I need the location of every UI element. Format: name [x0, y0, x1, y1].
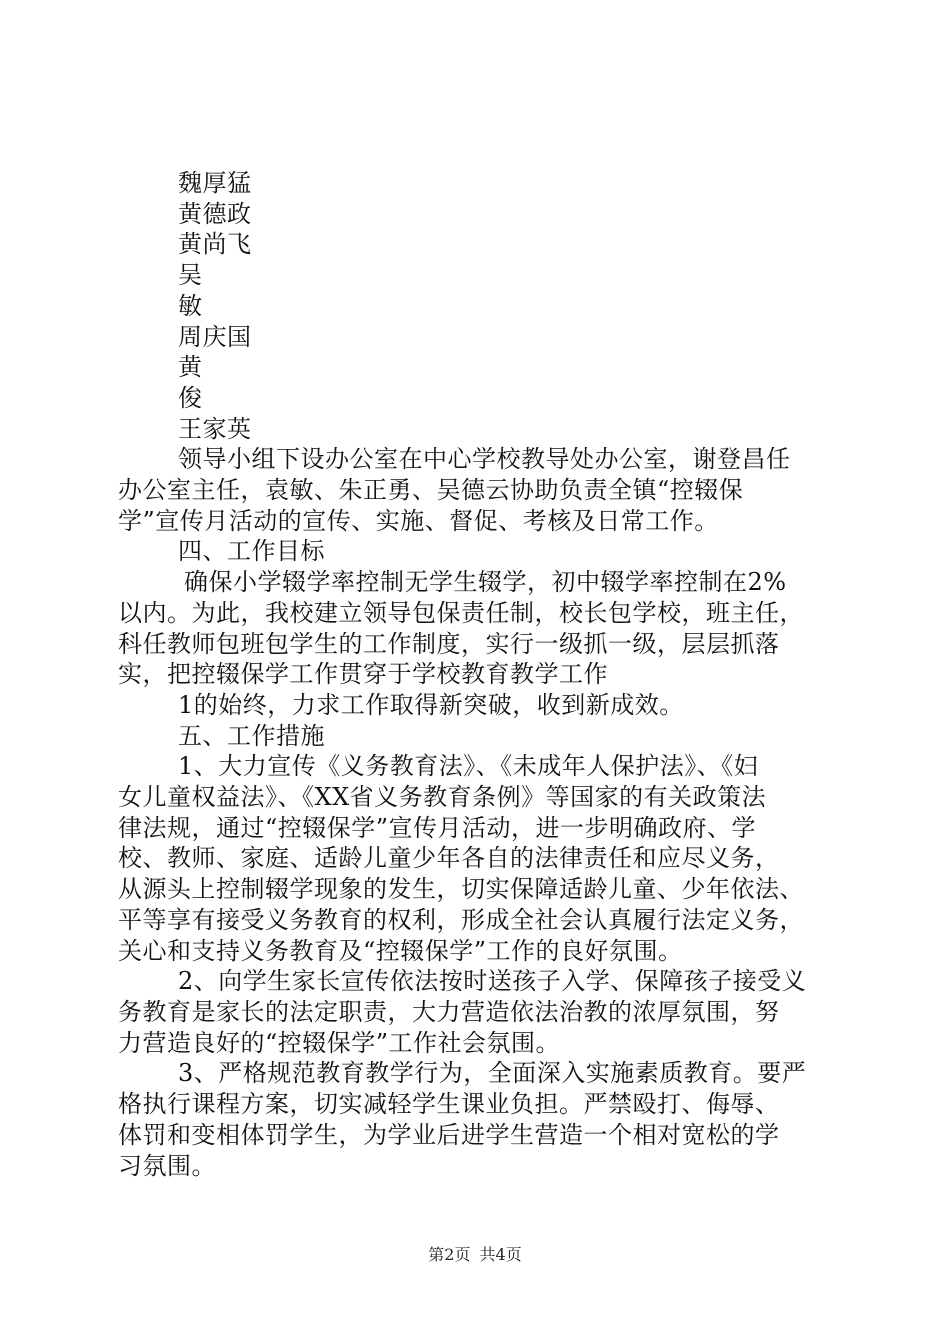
member-name: 俊: [178, 383, 203, 412]
paragraph-office: [118, 444, 838, 536]
text-line: 校、教师、家庭、适龄儿童少年各自的法律责任和应尽义务，: [118, 844, 780, 873]
member-name: 黄德政: [178, 199, 252, 228]
section-heading-measures: 五、工作措施: [178, 721, 325, 750]
member-name: 黄: [178, 353, 203, 382]
section-heading-goals: 四、工作目标: [178, 537, 325, 566]
member-name: 吴: [178, 261, 203, 290]
text-line: 3、严格规范教育教学行为，全面深入实施素质教育。要严: [178, 1059, 807, 1088]
text-line: 确保小学辍学率控制无学生辍学，初中辍学率控制在2%: [184, 568, 787, 597]
document-body: [118, 168, 838, 1181]
text-line: 以内。为此，我校建立领导包保责任制，校长包学校，班主任，: [118, 598, 804, 627]
text-line: 从源头上控制辍学现象的发生，切实保障适龄儿童、少年依法、: [118, 875, 804, 904]
text-line: 学”宣传月活动的宣传、实施、督促、考核及日常工作。: [118, 506, 719, 535]
text-line: 2、向学生家长宣传依法按时送孩子入学、保障孩子接受义: [178, 967, 807, 996]
text-line: 律法规，通过“控辍保学”宣传月活动，进一步明确政府、学: [118, 813, 757, 842]
text-line: 1的始终，力求工作取得新突破，收到新成效。: [178, 690, 684, 719]
text-line: 平等享有接受义务教育的权利，形成全社会认真履行法定义务，: [118, 905, 804, 934]
member-name: 魏厚猛: [178, 169, 252, 197]
text-line: 实，把控辍保学工作贯穿于学校教育教学工作: [118, 660, 608, 689]
member-name: 黄尚飞: [178, 230, 252, 259]
text-line: 办公室主任，袁敏、朱正勇、吴德云协助负责全镇“控辍保: [118, 476, 744, 505]
member-name: 王家英: [178, 414, 252, 443]
text-line: 务教育是家长的法定职责，大力营造依法治教的浓厚氛围，努: [118, 997, 780, 1026]
page-number: 第2页: [428, 1245, 471, 1264]
text-line: 力营造良好的“控辍保学”工作社会氛围。: [118, 1028, 561, 1057]
paragraph-measure-2: [118, 966, 838, 1058]
text-line: 1、大力宣传《义务教育法》、《未成年人保护法》、《妇: [178, 752, 759, 781]
member-name: 周庆国: [178, 322, 252, 351]
text-line: 女儿童权益法》、《XX省义务教育条例》等国家的有关政策法: [118, 783, 767, 812]
text-line: 关心和支持义务教育及“控辍保学”工作的良好氛围。: [118, 936, 683, 965]
text-line: 科任教师包班包学生的工作制度，实行一级抓一级，层层抓落: [118, 629, 780, 658]
paragraph-measure-3: [118, 1058, 838, 1181]
text-line: 格执行课程方案，切实减轻学生课业负担。严禁殴打、侮辱、: [118, 1090, 780, 1119]
member-name: 敏: [178, 291, 203, 320]
paragraph-goals: [118, 567, 838, 690]
text-line: 习氛围。: [118, 1151, 216, 1180]
paragraph-measure-1: [118, 751, 838, 966]
page-footer: [0, 1245, 950, 1265]
page-total: 共4页: [479, 1245, 522, 1264]
text-line: 领导小组下设办公室在中心学校教导处办公室，谢登昌任: [178, 445, 791, 474]
text-line: 体罚和变相体罚学生，为学业后进学生营造一个相对宽松的学: [118, 1120, 780, 1149]
